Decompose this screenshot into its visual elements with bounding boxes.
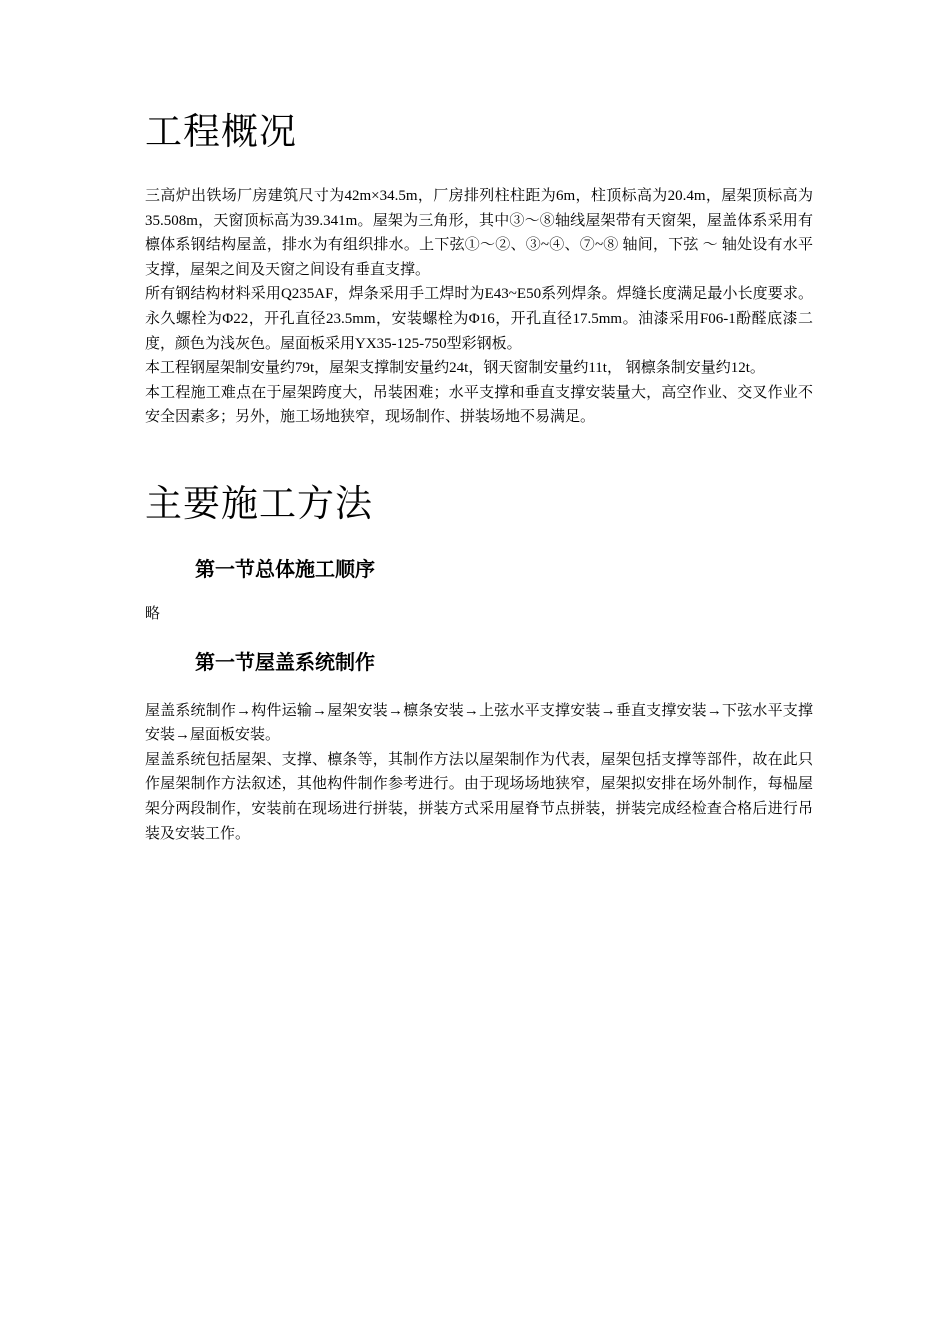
subheading-overall-sequence: 第一节总体施工顺序 — [195, 556, 375, 581]
roof-system-paragraph-method: 屋盖系统包括屋架、支撑、檩条等，其制作方法以屋架制作为代表，屋架包括支撑等部件，故在此只作屋架制作方法叙述，其他构件制作参考进行。由于现场场地狭窄，屋架拟安排在场外制作，每榀屋架分两段制作，安装前在现场进行拼装，拼装方式采用屋脊节点拼装，拼装完成经检查合格后进行吊装及安装工作。 — [145, 751, 813, 842]
overview-paragraph-dimensions: 三高炉出铁场厂房建筑尺寸为42m×34.5m，厂房排列柱柱距为6m，柱顶标高为20.4m，屋架顶标高为35.508m，天窗顶标高为39.341m。屋架为三角形，其中③～⑧轴线屋架带有天窗架，屋盖体系采用有檩体系钢结构屋盖，排水为有组织排水。上下弦①～②、③~④、⑦~⑧ 轴间，下弦 ～ 轴处设有水平支撑，屋架之间及天窗之间设有垂直支撑。 — [145, 188, 813, 278]
heading-main-construction-methods: 主要施工方法 — [145, 481, 373, 525]
subheading-roof-system-fabrication: 第一节屋盖系统制作 — [195, 649, 375, 674]
project-overview-body — [145, 184, 813, 430]
overall-sequence-text: 略 — [145, 605, 161, 622]
overview-paragraph-materials: 所有钢结构材料采用Q235AF，焊条采用手工焊时为E43~E50系列焊条。焊缝长度满足最小长度要求。永久螺栓为Φ22，开孔直径23.5mm，安装螺栓为Φ16，开孔直径17.5mm。油漆采用F06-1酚醛底漆二度，颜色为浅灰色。屋面板采用YX35-125-750型彩钢板。 — [145, 286, 813, 352]
overview-paragraph-quantities: 本工程钢屋架制安量约79t，屋架支撑制安量约24t，钢天窗制安量约11t， 钢檩条制安量约12t。 — [145, 360, 765, 377]
roof-system-body — [145, 699, 813, 847]
document-body — [145, 100, 813, 846]
overview-paragraph-difficulties: 本工程施工难点在于屋架跨度大，吊装困难；水平支撑和垂直支撑安装量大，高空作业、交叉作业不安全因素多；另外，施工场地狭窄，现场制作、拼装场地不易满足。 — [145, 384, 813, 426]
heading-project-overview: 工程概况 — [145, 110, 297, 153]
roof-system-paragraph-sequence: 屋盖系统制作→构件运输→屋架安装→檩条安装→上弦水平支撑安装→垂直支撑安装→下弦水平支撑安装→屋面板安装。 — [145, 702, 813, 744]
